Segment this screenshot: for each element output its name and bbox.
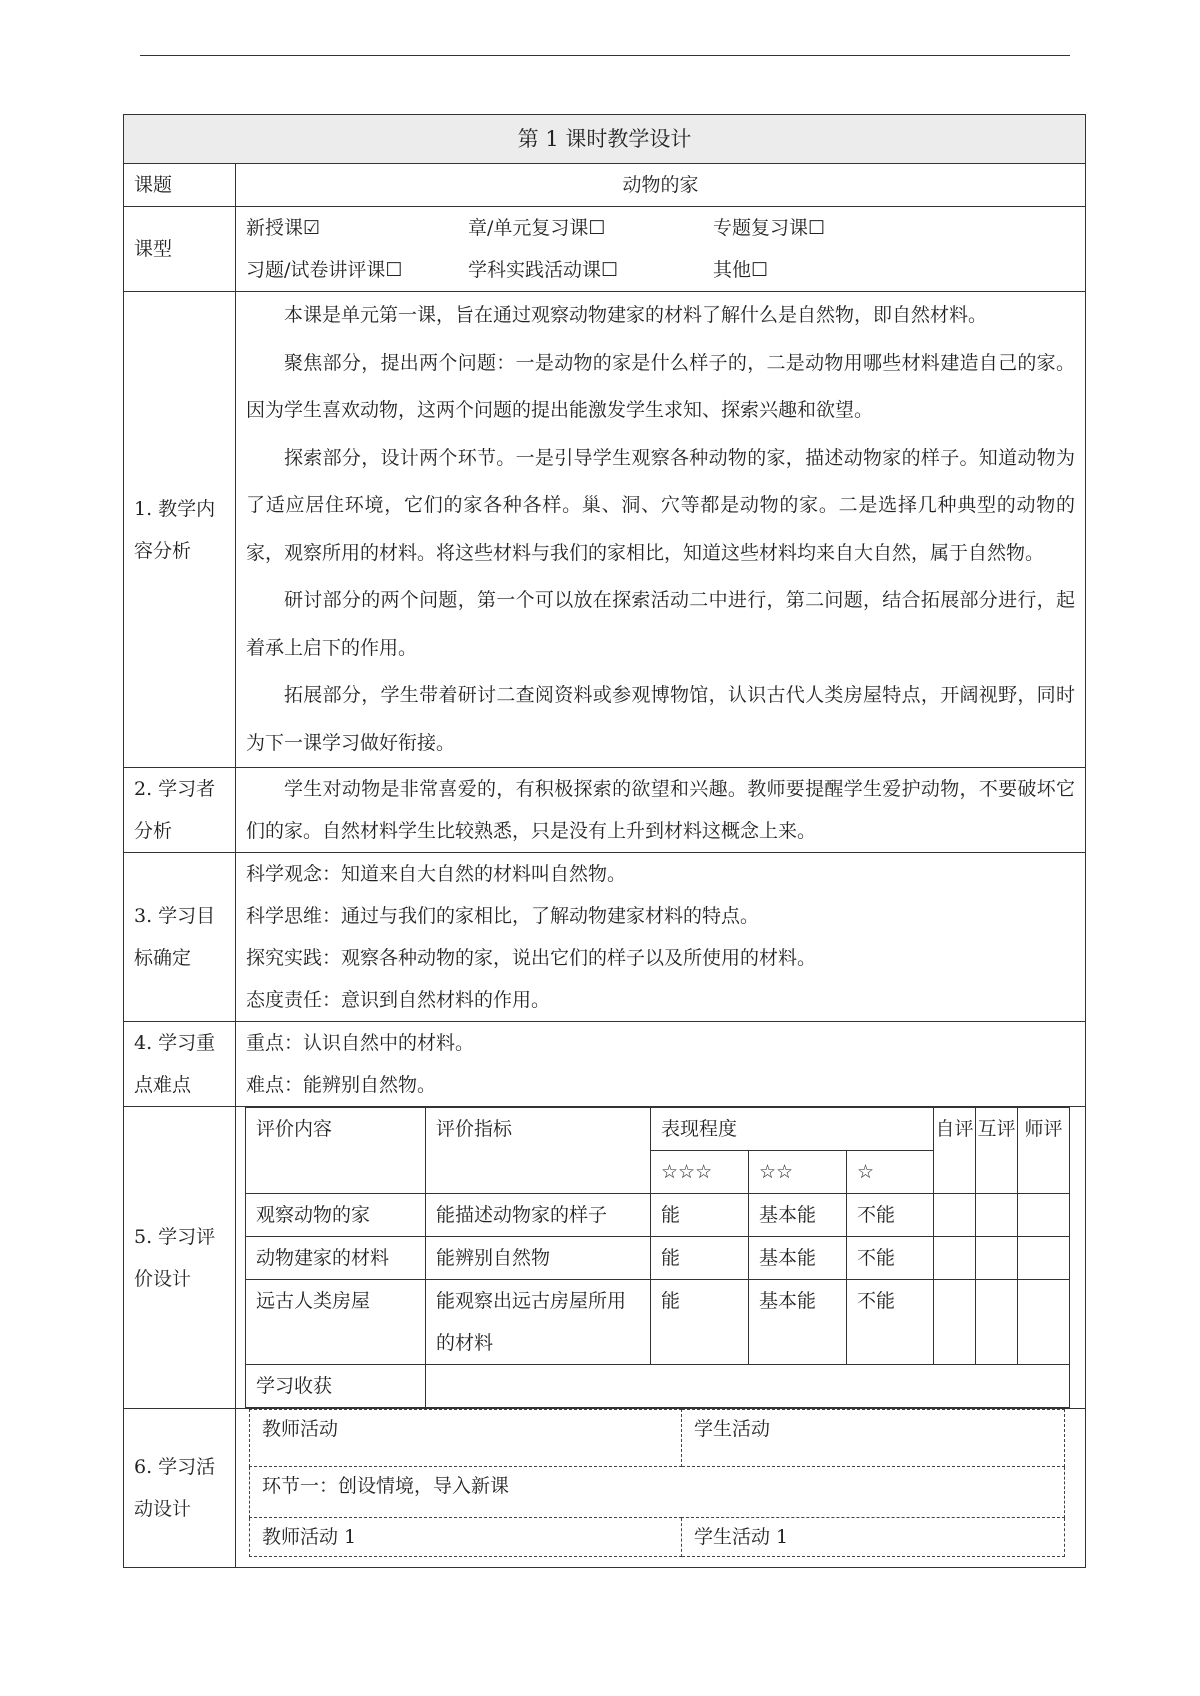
learner-analysis-label: 2. 学习者分析 [124,768,236,853]
lesson-plan-table [123,114,1086,1568]
table-row [246,1194,1070,1237]
objective-line-1: 科学观念：知道来自大自然的材料叫自然物。 [246,863,627,885]
eval-cell-peer [976,1237,1018,1280]
objectives-cell [236,853,1086,1022]
option-new-lesson: 新授课☑ [246,217,321,239]
option-other: 其他☐ [713,259,769,281]
option-unit-review: 章/单元复习课☐ [468,217,606,239]
eval-header-stars-2: ☆☆ [749,1151,847,1194]
eval-cell-peer [976,1194,1018,1237]
key-point-line: 重点：认识自然中的材料。 [246,1032,475,1054]
evaluation-label: 5. 学习评价设计 [124,1107,236,1409]
content-paragraph-3: 探索部分，设计两个环节。一是引导学生观察各种动物的家，描述动物家的样子。知道动物为了适应居住环境，它们的家各种各样。巢、洞、穴等都是动物的家。二是选择几种典型的动物的家，观察所用的材料。将这些材料与我们的家相比，知道这些材料均来自大自然，属于自然物。 [246,446,1075,564]
content-paragraph-5: 拓展部分，学生带着研讨二查阅资料或参观博物馆，认识古代人类房屋特点，开阔视野，同时为下一课学习做好衔接。 [246,684,1075,754]
eval-cell-self [934,1237,976,1280]
option-practice-activity: 学科实践活动课☐ [468,259,619,281]
eval-cell-self [934,1194,976,1237]
eval-header-teacher: 师评 [1018,1108,1070,1194]
eval-cell-level-3: 能 [651,1280,749,1365]
header-rule [140,55,1070,56]
page-title: 第 1 课时教学设计 [124,115,1086,164]
student-activity-header: 学生活动 [682,1410,1065,1467]
content-analysis-text [236,292,1086,768]
eval-gain-value [426,1365,1070,1408]
eval-cell-level-2: 基本能 [749,1280,847,1365]
eval-cell-level-1: 不能 [847,1280,934,1365]
teacher-activity-header: 教师活动 [250,1410,682,1467]
eval-cell-indicator: 能辨别自然物 [426,1237,651,1280]
eval-cell-indicator: 能描述动物家的样子 [426,1194,651,1237]
learner-analysis-text: 学生对动物是非常喜爱的，有积极探索的欲望和兴趣。教师要提醒学生爱护动物，不要破坏它们的家。自然材料学生比较熟悉，只是没有上升到材料这概念上来。 [246,778,1075,842]
lesson-type-label: 课型 [124,207,236,292]
eval-header-stars-1: ☆ [847,1151,934,1194]
objectives-label: 3. 学习目标确定 [124,853,236,1022]
eval-cell-content: 动物建家的材料 [246,1237,426,1280]
eval-cell-content: 观察动物的家 [246,1194,426,1237]
eval-header-content: 评价内容 [246,1108,426,1194]
table-row [246,1280,1070,1365]
table-row [246,1237,1070,1280]
eval-cell-peer [976,1280,1018,1365]
eval-header-self: 自评 [934,1108,976,1194]
eval-cell-indicator: 能观察出远古房屋所用的材料 [426,1280,651,1365]
student-activity-1: 学生活动 1 [682,1518,1065,1557]
topic-label: 课题 [124,164,236,207]
eval-header-peer: 互评 [976,1108,1018,1194]
content-paragraph-2: 聚焦部分，提出两个问题：一是动物的家是什么样子的，二是动物用哪些材料建造自己的家。因为学生喜欢动物，这两个问题的提出能激发学生求知、探索兴趣和欲望。 [246,351,1075,421]
evaluation-cell [236,1107,1086,1409]
key-points-label: 4. 学习重点难点 [124,1022,236,1107]
content-paragraph-4: 研讨部分的两个问题，第一个可以放在探索活动二中进行，第二问题，结合拓展部分进行，起着承上启下的作用。 [246,589,1075,659]
difficulty-line: 难点：能辨别自然物。 [246,1074,437,1096]
eval-cell-teacher [1018,1194,1070,1237]
evaluation-table [245,1107,1070,1408]
activities-cell [236,1409,1086,1568]
eval-cell-teacher [1018,1237,1070,1280]
option-exercise-review: 习题/试卷讲评课☐ [246,259,403,281]
lesson-type-options [236,207,1086,292]
eval-header-stars-3: ☆☆☆ [651,1151,749,1194]
eval-cell-level-2: 基本能 [749,1194,847,1237]
stage-1-title: 环节一：创设情境，导入新课 [250,1467,1065,1518]
eval-cell-level-1: 不能 [847,1194,934,1237]
eval-cell-level-2: 基本能 [749,1237,847,1280]
content-paragraph-1: 本课是单元第一课，旨在通过观察动物建家的材料了解什么是自然物，即自然材料。 [284,304,988,326]
eval-header-level: 表现程度 [651,1108,934,1151]
eval-cell-level-3: 能 [651,1194,749,1237]
learner-analysis-cell [236,768,1086,853]
eval-cell-self [934,1280,976,1365]
eval-header-indicator: 评价指标 [426,1108,651,1194]
eval-cell-level-1: 不能 [847,1237,934,1280]
option-topic-review: 专题复习课☐ [713,217,826,239]
key-points-cell [236,1022,1086,1107]
eval-cell-level-3: 能 [651,1237,749,1280]
content-analysis-label: 1. 教学内容分析 [124,292,236,768]
objective-line-3: 探究实践：观察各种动物的家，说出它们的样子以及所使用的材料。 [246,947,817,969]
objective-line-2: 科学思维：通过与我们的家相比，了解动物建家材料的特点。 [246,905,760,927]
objective-line-4: 态度责任：意识到自然材料的作用。 [246,989,551,1011]
eval-gain-label: 学习收获 [246,1365,426,1408]
activities-table [249,1409,1065,1557]
teacher-activity-1: 教师活动 1 [250,1518,682,1557]
topic-value: 动物的家 [236,164,1086,207]
activities-label: 6. 学习活动设计 [124,1409,236,1568]
eval-cell-content: 远古人类房屋 [246,1280,426,1365]
eval-cell-teacher [1018,1280,1070,1365]
